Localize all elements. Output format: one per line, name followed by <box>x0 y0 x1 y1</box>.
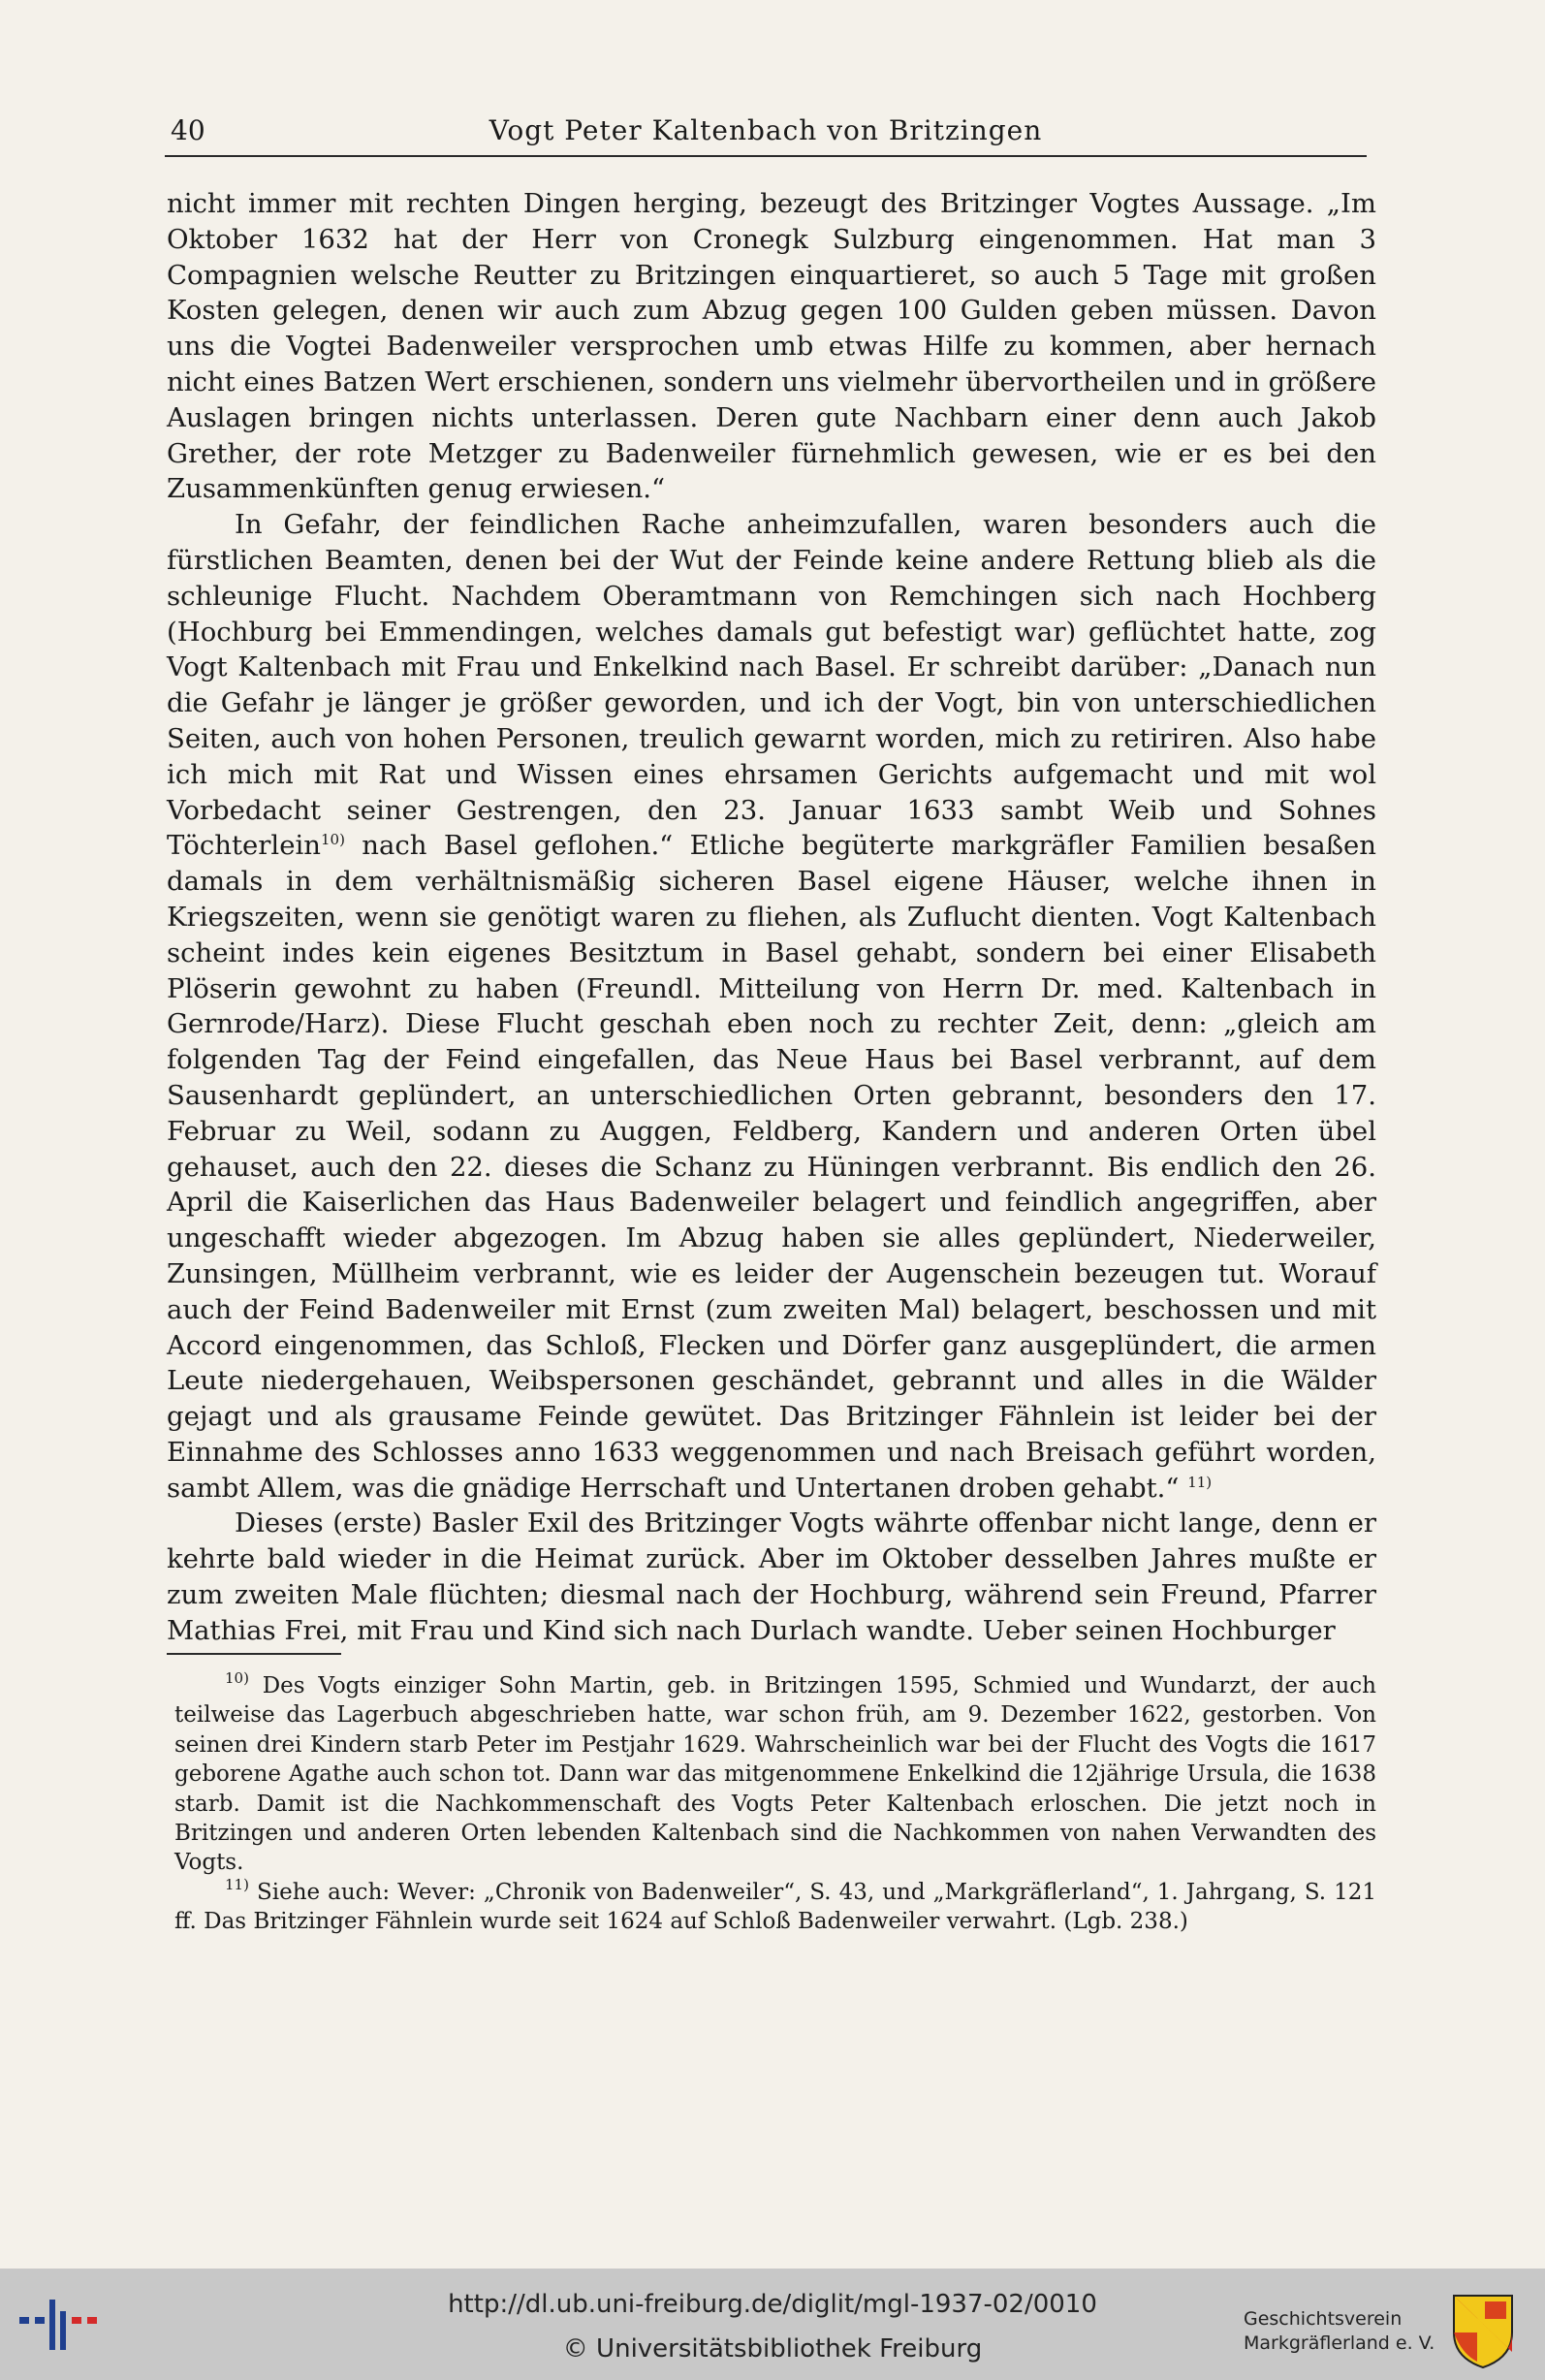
paragraph-3: Dieses (erste) Basler Exil des Britzinger Vogts währte offenbar nicht lange, denn er kehrte bald wieder in die Heimat zurück. Aber im Oktober desselben Jahres mußte er zum zweiten Male flüchten; diesmal nach der Hochburg, während sein Freund, Pfarrer Mathias Frei, mit Frau und Kind sich nach Durlach wandte. Ueber seinen Hochburger <box>167 1507 1376 1646</box>
header-rule <box>165 155 1367 157</box>
society-name-line-2: Markgräflerland e. V. <box>1244 2332 1435 2354</box>
paragraph-2 <box>167 507 1376 1506</box>
footnote-text: Des Vogts einziger Sohn Martin, geb. in Britzingen 1595, Schmied und Wundarzt, der auch teilweise das Lagerbuch abgeschrieben hatte, war schon früh, am 9. Dezember 1622, gestorben. Von seinen drei Kindern starb Peter im Pestjahr 1629. Wahrscheinlich war bei der Flucht des Vogts die 1617 geborene Agathe auch schon tot. Dann war das mitgenommene Enkelkind die 12jährige Ursula, die 1638 starb. Damit ist die Nachkommenschaft des Vogts Peter Kaltenbach erloschen. Die jetzt noch in Britzingen und anderen Orten lebenden Kaltenbach sind die Nachkommen von nahen Verwandten des Vogts. <box>174 1673 1376 1876</box>
footnotes <box>174 1671 1376 1937</box>
society-name <box>1244 2307 1435 2356</box>
society-name-line-1: Geschichtsverein <box>1244 2308 1403 2330</box>
paragraph-1: nicht immer mit rechten Dingen herging, bezeugt des Britzinger Vogtes Aussage. „Im Oktober 1632 hat der Herr von Cronegk Sulzburg eingenommen. Hat man 3 Compagnien welsche Reutter zu Britzingen einquartieret, so auch 5 Tage mit großen Kosten gelegen, denen wir auch zum Abzug gegen 100 Gulden geben müssen. Davon uns die Vogtei Badenweiler versprochen umb etwas Hilfe zu kommen, aber hernach nicht eines Batzen Wert erschienen, sondern uns vielmehr übervortheilen und in größere Auslagen bringen nichts unterlassen. Deren gute Nachbarn einer denn auch Jakob Grether, der rote Metzger zu Badenweiler fürnehmlich gewesen, wie er es bei den Zusammenkünften genug erwiesen.“ <box>167 188 1376 505</box>
viewer-footer <box>0 2269 1545 2380</box>
footnote-marker: 11) <box>225 1875 249 1893</box>
footnote-text: Siehe auch: Wever: „Chronik von Badenweiler“, S. 43, und „Markgräflerland“, 1. Jahrgang, S. 121 ff. Das Britzinger Fähnlein wurde seit 1624 auf Schloß Badenweiler verwahrt. (Lgb. 238.) <box>174 1879 1376 1935</box>
main-text <box>167 186 1376 1649</box>
footnote-marker: 10) <box>225 1669 249 1687</box>
copyright-notice: © Universitätsbibliothek Freiburg <box>562 2334 983 2364</box>
footnote-ref-11: 11) <box>1187 1473 1213 1491</box>
page-number: 40 <box>171 114 205 146</box>
footnote-ref-10: 10) <box>321 831 345 849</box>
paragraph-2-part-2: nach Basel geflohen.“ Etliche begüterte markgräfler Familien besaßen damals in dem verhältnismäßig sicheren Basel eigene Häuser, welche ihnen in Kriegszeiten, wenn sie genötigt waren zu fliehen, als Zuflucht dienten. Vogt Kaltenbach scheint indes kein eigenes Besitztum in Basel gehabt, sondern bei einer Elisabeth Plöserin gewohnt zu haben (Freundl. Mitteilung von Herrn Dr. med. Kaltenbach in Gernrode/Harz). Diese Flucht geschah eben noch zu rechter Zeit, denn: „gleich am folgenden Tag der Feind eingefallen, das Neue Haus bei Basel verbrannt, auf dem Sausenhardt geplündert, an unterschiedlichen Orten gebrannt, besonders den 17. Februar zu Weil, sodann zu Auggen, Feldberg, Kandern und anderen Orten übel gehauset, auch den 22. dieses die Schanz zu Hüningen verbrannt. Bis endlich den 26. April die Kaiserlichen das Haus Badenweiler belagert und feindlich angegriffen, aber ungeschafft wieder abgezogen. Im Abzug haben sie alles geplündert, Niederweiler, Zunsingen, Müllheim verbrannt, wie es leider der Augenschein bezeugen tut. Worauf auch der Feind Badenweiler mit Ernst (zum zweiten Mal) belagert, beschossen und mit Accord eingenommen, das Schloß, Flecken und Dörfer ganz ausgeplündert, die armen Leute niedergehauen, Weibspersonen geschändet, gebrannt und alles in die Wälder gejagt und als grausame Feinde gewütet. Das Britzinger Fähnlein ist leider bei der Einnahme des Schlosses anno 1633 weggenommen und nach Breisach geführt worden, sambt Allem, was die gnädige Herrschaft und Untertanen droben gehabt.“ <box>167 830 1376 1504</box>
coat-of-arms-icon[interactable] <box>1452 2294 1514 2369</box>
page-header <box>165 114 1367 153</box>
paragraph-2-part-1: In Gefahr, der feindlichen Rache anheimzufallen, waren besonders auch die fürstlichen Beamten, denen bei der Wut der Feinde keine andere Rettung blieb als die schleunige Flucht. Nachdem Oberamtmann von Remchingen sich nach Hochberg (Hochburg bei Emmendingen, welches damals gut befestigt war) geflüchtet hatte, zog Vogt Kaltenbach mit Frau und Enkelkind nach Basel. Er schreibt darüber: „Danach nun die Gefahr je länger je größer geworden, und ich der Vogt, bin von unterschiedlichen Seiten, auch von hohen Personen, treulich gewarnt worden, mich zu retiriren. Also habe ich mich mit Rat und Wissen eines ehrsamen Gerichts aufgemacht und mit wol Vorbedacht seiner Gestrengen, den 23. Januar 1633 sambt Weib und Sohnes Töchterlein <box>167 509 1376 862</box>
footnote-rule <box>167 1653 341 1655</box>
permalink-url[interactable]: http://dl.ub.uni-freiburg.de/diglit/mgl-1937-02/0010 <box>448 2290 1097 2319</box>
footnote-10 <box>174 1671 1376 1878</box>
running-title: Vogt Peter Kaltenbach von Britzingen <box>489 114 1043 146</box>
footnote-11 <box>174 1875 1376 1937</box>
